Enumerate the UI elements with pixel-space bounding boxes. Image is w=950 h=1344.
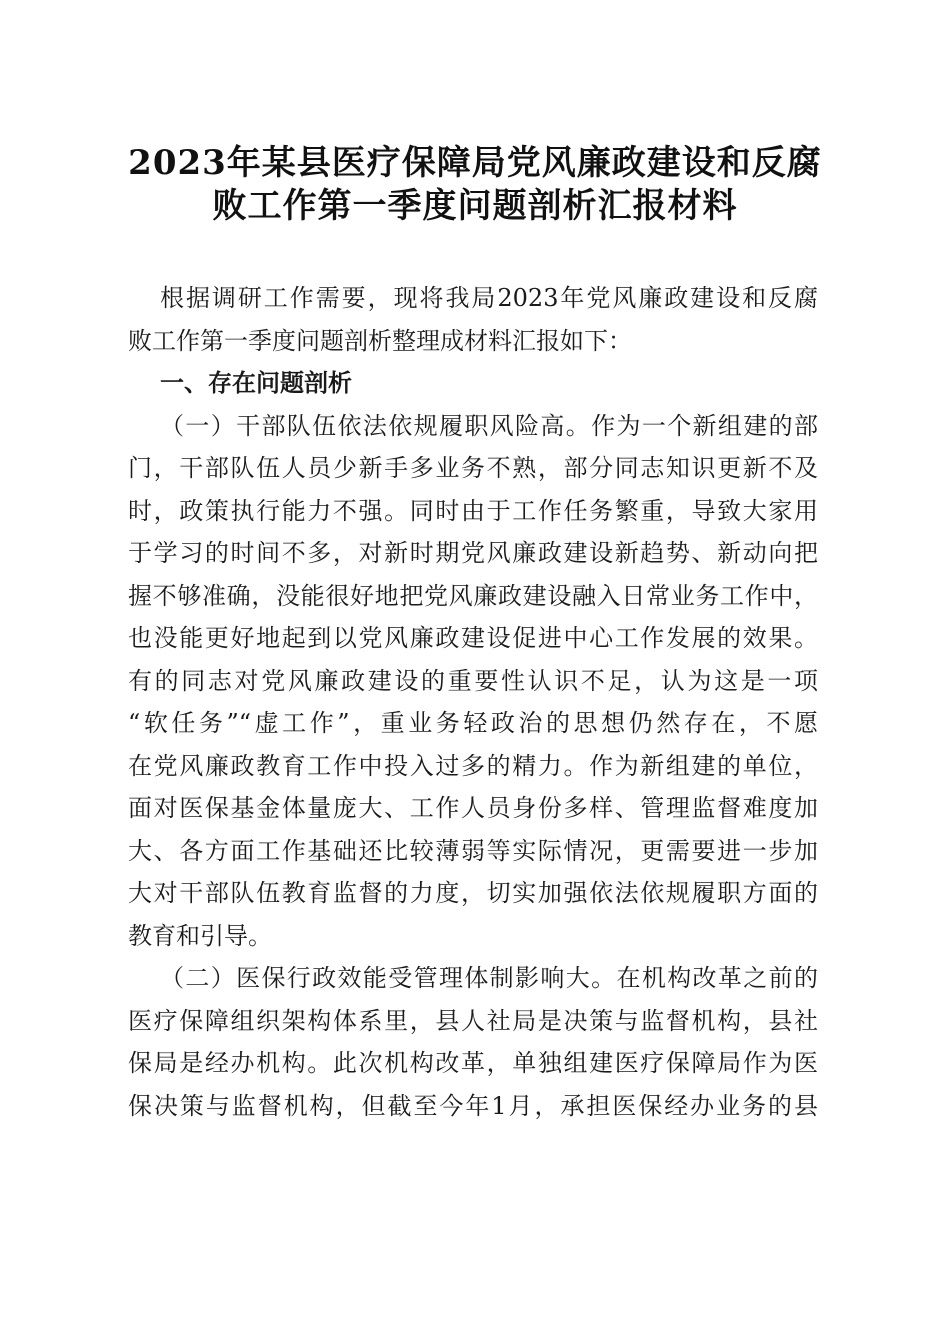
issue-paragraph-1 <box>128 405 818 958</box>
section-heading: 一、存在问题剖析 <box>160 369 352 397</box>
paragraph-line: （二）医保行政效能受管理体制影响大。在机构改革之前的 <box>160 964 818 992</box>
paragraph-line: 保决策与监督机构，但截至今年1月，承担医保经办业务的县 <box>128 1091 818 1120</box>
paragraph-line: （一）干部队伍依法依规履职风险高。作为一个新组建的部 <box>160 411 818 440</box>
intro-paragraph <box>128 277 818 362</box>
issue-paragraph-2 <box>128 957 818 1127</box>
paragraph-line: 教育和引导。 <box>128 921 272 950</box>
paragraph-line: 握不够准确，没能很好地把党风廉政建设融入日常业务工作中， <box>128 581 818 610</box>
paragraph-line: 医疗保障组织架构体系里，县人社局是决策与监督机构，县社 <box>128 1006 818 1035</box>
paragraph-line: 大、各方面工作基础还比较薄弱等实际情况，更需要进一步加 <box>128 836 818 865</box>
paragraph-line: 根据调研工作需要，现将我局2023年党风廉政建设和反腐 <box>160 284 818 312</box>
paragraph-line: 败工作第一季度问题剖析整理成材料汇报如下： <box>128 326 632 355</box>
document-title-line2: 败工作第一季度问题剖析汇报材料 <box>212 186 738 226</box>
paragraph-line: 门，干部队伍人员少新手多业务不熟，部分同志知识更新不及 <box>128 454 818 482</box>
document-body <box>128 277 818 1127</box>
document-title-line1: 2023年某县医疗保障局党风廉政建设和反腐 <box>128 143 822 183</box>
paragraph-line: 保局是经办机构。此次机构改革，单独组建医疗保障局作为医 <box>128 1049 818 1077</box>
paragraph-line: 时，政策执行能力不强。同时由于工作任务繁重，导致大家用 <box>128 496 818 525</box>
paragraph-line: 于学习的时间不多，对新时期党风廉政建设新趋势、新动向把 <box>128 539 818 567</box>
paragraph-line: 也没能更好地起到以党风廉政建设促进中心工作发展的效果。 <box>128 624 818 652</box>
paragraph-line: 有的同志对党风廉政建设的重要性认识不足，认为这是一项 <box>128 666 818 695</box>
paragraph-line: 大对干部队伍教育监督的力度，切实加强依法依规履职方面的 <box>128 879 818 907</box>
paragraph-line: “软任务”“虚工作”，重业务轻政治的思想仍然存在，不愿 <box>128 709 818 737</box>
paragraph-line: 面对医保基金体量庞大、工作人员身份多样、管理监督难度加 <box>128 794 818 822</box>
paragraph-line: 在党风廉政教育工作中投入过多的精力。作为新组建的单位， <box>128 751 818 780</box>
